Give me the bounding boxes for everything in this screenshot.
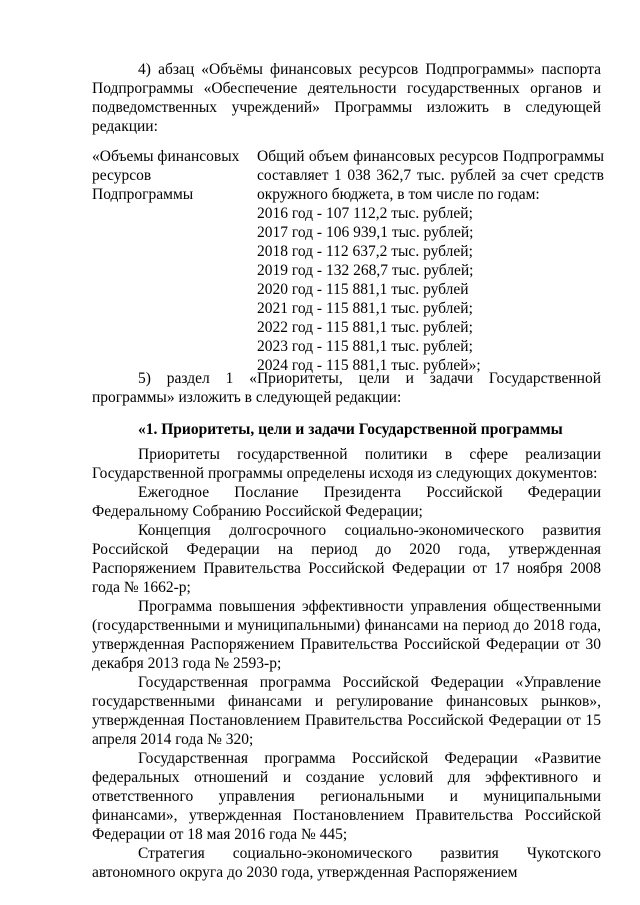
year-line: 2024 год - 115 881,1 тыс. рублей»; [257, 357, 481, 374]
year-line: 2023 год - 115 881,1 тыс. рублей; [257, 338, 473, 355]
body-paragraph: Стратегия социально-экономического развития Чукотского автономного округа до 2030 года, утвержденная Распоряжением [92, 845, 601, 881]
item-4-paragraph: 4) абзац «Объёмы финансовых ресурсов Подпрограммы» паспорта Подпрограммы «Обеспечение деятельности государственных органов и подведомственных учреждений» Программы изложить в следующей редакции: [92, 61, 601, 135]
body-paragraph: Программа повышения эффективности управления общественными (государственными и муниципальными) финансами на период до 2018 года, утвержденная Распоряжением Правительства Российской Федерации от 30 декабря 2013 года № 2593-р; [92, 598, 601, 672]
body-paragraph: Ежегодное Послание Президента Российской Федерации Федеральному Собранию Российской Федерации; [92, 484, 601, 520]
year-line: 2022 год - 115 881,1 тыс. рублей; [257, 319, 473, 336]
resources-content [257, 147, 604, 375]
year-line: 2017 год - 106 939,1 тыс. рублей; [257, 224, 474, 241]
body-paragraph: Концепция долгосрочного социально-экономического развития Российской Федерации на период до 2020 года, утвержденная Распоряжением Правительства Российской Федерации от 17 ноября 2008 года № 1662-р; [92, 522, 601, 596]
year-line: 2019 год - 132 268,7 тыс. рублей; [257, 262, 474, 279]
body-paragraph: Государственная программа Российской Федерации «Развитие федеральных отношений и создание условий для эффективного и ответственного управления региональными и муниципальными финансами», утвержденная Постановлением Правительства Российской Федерации от 18 мая 2016 года № 445; [92, 750, 601, 843]
year-line: 2016 год - 107 112,2 тыс. рублей; [257, 205, 473, 222]
item-5-paragraph: 5) раздел 1 «Приоритеты, цели и задачи Государственной программы» изложить в следующей редакции: [92, 370, 601, 406]
year-line: 2020 год - 115 881,1 тыс. рублей [257, 281, 469, 298]
body-paragraph: Приоритеты государственной политики в сфере реализации Государственной программы определены исходя из следующих документов: [92, 446, 601, 482]
resources-label: «Объемы финансовых ресурсов Подпрограммы [92, 148, 240, 203]
year-line: 2021 год - 115 881,1 тыс. рублей; [257, 300, 473, 317]
resources-description: Общий объем финансовых ресурсов Подпрограммы составляет 1 038 362,7 тыс. рублей за счет средств окружного бюджета, в том числе по годам: [257, 148, 604, 203]
year-line: 2018 год - 112 637,2 тыс. рублей; [257, 243, 473, 260]
body-paragraph: Государственная программа Российской Федерации «Управление государственными финансами и регулирование финансовых рынков», утвержденная Постановлением Правительства Российской Федерации от 15 апреля 2014 года № 320; [92, 674, 601, 748]
section-heading: «1. Приоритеты, цели и задачи Государственной программы [138, 421, 563, 438]
section-body [92, 445, 601, 882]
